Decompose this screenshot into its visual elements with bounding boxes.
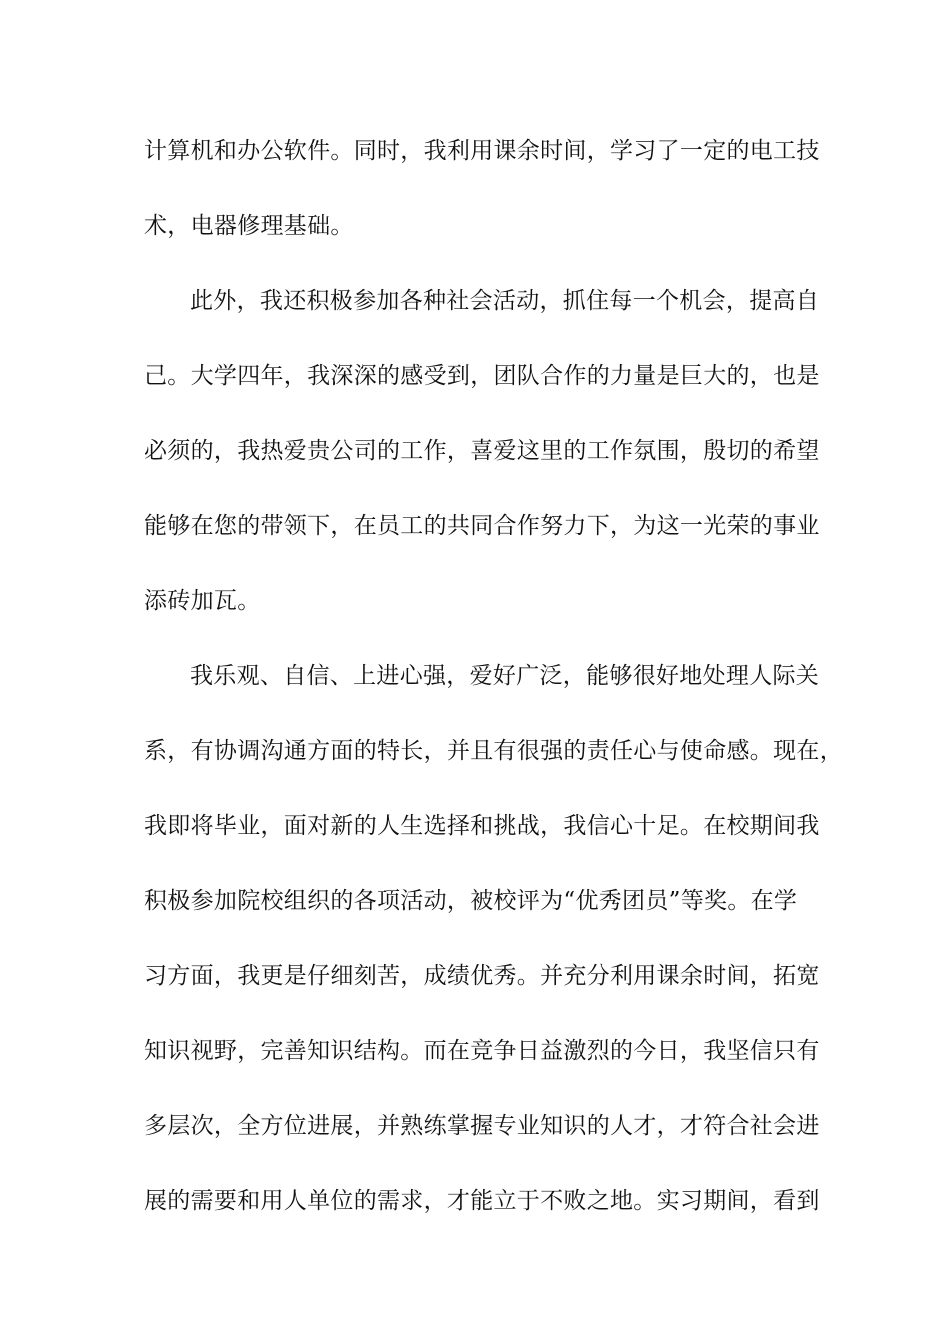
paragraph-first-line: 我乐观、自信、上进心强，爱好广泛，能够很好地处理人际关	[190, 663, 820, 689]
text-line: 展的需要和用人单位的需求，才能立于不败之地。实习期间，看到	[144, 1188, 820, 1214]
text-line: 己。大学四年，我深深的感受到，团队合作的力量是巨大的，也是	[144, 363, 820, 389]
text-line: 添砖加瓦。	[144, 588, 261, 614]
paragraph-first-line: 此外，我还积极参加各种社会活动，抓住每一个机会，提高自	[190, 288, 820, 314]
text-line: 习方面，我更是仔细刻苦，成绩优秀。并充分利用课余时间，拓宽	[144, 963, 820, 989]
text-line: 我即将毕业，面对新的人生选择和挑战，我信心十足。在校期间我	[144, 813, 820, 839]
text-line: 多层次，全方位进展，并熟练掌握专业知识的人才，才符合社会进	[144, 1113, 820, 1139]
text-line: 积极参加院校组织的各项活动，被校评为“优秀团员”等奖。在学	[144, 888, 798, 914]
text-line: 知识视野，完善知识结构。而在竞争日益激烈的今日，我坚信只有	[144, 1038, 820, 1064]
text-line: 必须的，我热爱贵公司的工作，喜爱这里的工作氛围，殷切的希望	[144, 438, 820, 464]
text-line: 计算机和办公软件。同时，我利用课余时间，学习了一定的电工技	[144, 138, 820, 164]
text-line: 术，电器修理基础。	[144, 213, 354, 239]
text-line: 系，有协调沟通方面的特长，并且有很强的责任心与使命感。现在，	[144, 738, 843, 764]
text-line: 能够在您的带领下，在员工的共同合作努力下，为这一光荣的事业	[144, 513, 820, 539]
